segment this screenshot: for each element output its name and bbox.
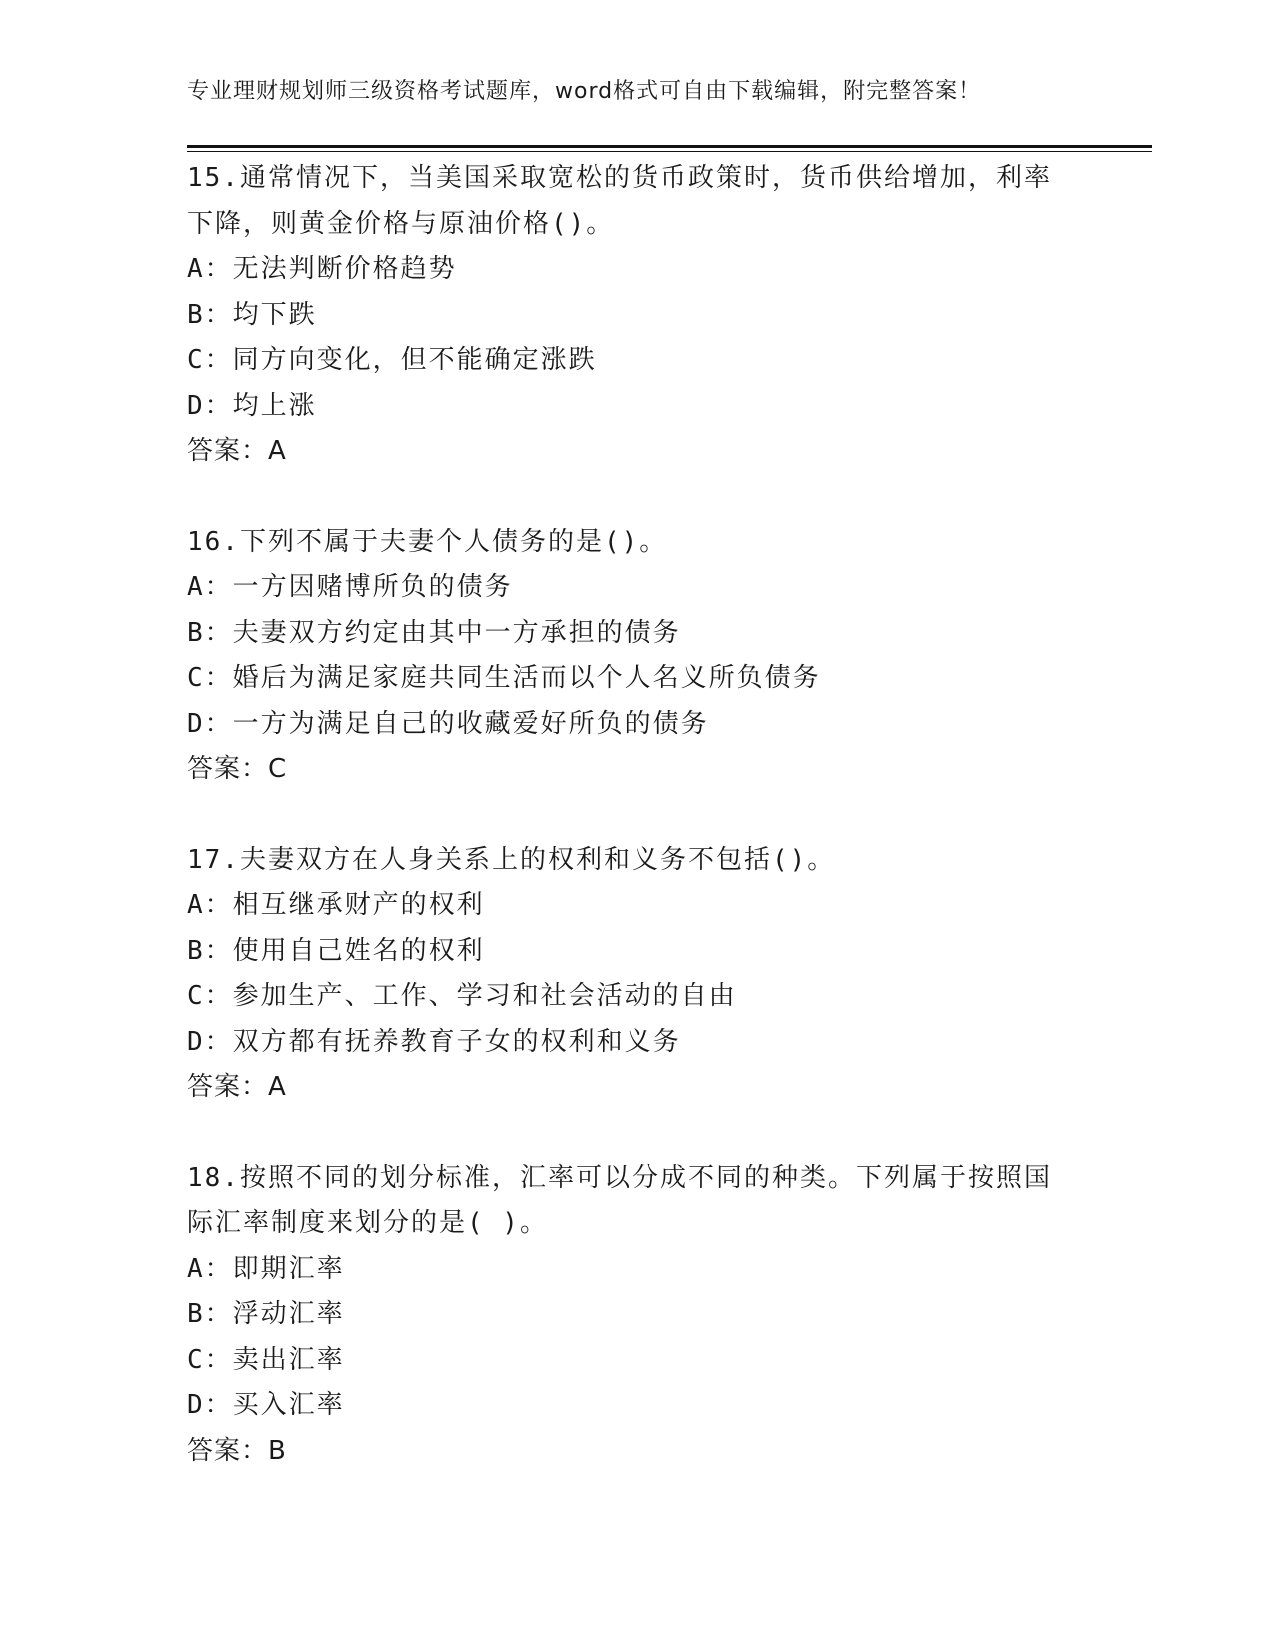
option-d: D：买入汇率: [187, 1390, 345, 1420]
question-text-line: 18.按照不同的划分标准，汇率可以分成不同的种类。下列属于按照国: [187, 1162, 1052, 1193]
option-b: B：夫妻双方约定由其中一方承担的债务: [187, 617, 681, 648]
answer-line: 答案：A: [187, 1072, 287, 1102]
question-list: [187, 156, 1117, 1474]
option-a: A：相互继承财产的权利: [187, 890, 485, 920]
question-16: [187, 520, 1117, 793]
question-18: [187, 1156, 1117, 1475]
question-text-line: 17.夫妻双方在人身关系上的权利和义务不包括()。: [187, 844, 836, 875]
option-d: D：双方都有抚养教育子女的权利和义务: [187, 1026, 681, 1057]
option-b: B：使用自己姓名的权利: [187, 935, 485, 966]
question-text-line: 际汇率制度来划分的是( )。: [187, 1208, 548, 1238]
answer-line: 答案：A: [187, 436, 287, 466]
option-b: B：均下跌: [187, 299, 317, 330]
question-text-line: 15.通常情况下，当美国采取宽松的货币政策时，货币供给增加，利率: [187, 163, 1052, 193]
option-c: C：同方向变化，但不能确定涨跌: [187, 345, 597, 375]
header-rule-thin: [187, 151, 1152, 152]
question-text-line: 下降，则黄金价格与原油价格()。: [187, 208, 615, 239]
answer-line: 答案：B: [187, 1435, 287, 1466]
option-a: A：一方因赌博所负的债务: [187, 572, 513, 602]
question-spacer: [187, 475, 1117, 520]
header-rule-thick: [187, 145, 1152, 148]
option-d: D：一方为满足自己的收藏爱好所负的债务: [187, 708, 709, 739]
question-15: [187, 156, 1117, 475]
question-17: [187, 838, 1117, 1111]
option-b: B：浮动汇率: [187, 1299, 345, 1329]
option-c: C：卖出汇率: [187, 1344, 345, 1375]
option-c: C：参加生产、工作、学习和社会活动的自由: [187, 981, 737, 1011]
question-text-line: 16.下列不属于夫妻个人债务的是()。: [187, 526, 668, 557]
question-spacer: [187, 793, 1117, 838]
option-a: A：即期汇率: [187, 1253, 345, 1284]
option-a: A：无法判断价格趋势: [187, 254, 457, 284]
option-d: D：均上涨: [187, 390, 317, 421]
answer-line: 答案：C: [187, 754, 288, 784]
document-header: 专业理财规划师三级资格考试题库，word格式可自由下载编辑，附完整答案！: [187, 79, 982, 104]
question-spacer: [187, 1111, 1117, 1156]
option-c: C：婚后为满足家庭共同生活而以个人名义所负债务: [187, 663, 821, 693]
